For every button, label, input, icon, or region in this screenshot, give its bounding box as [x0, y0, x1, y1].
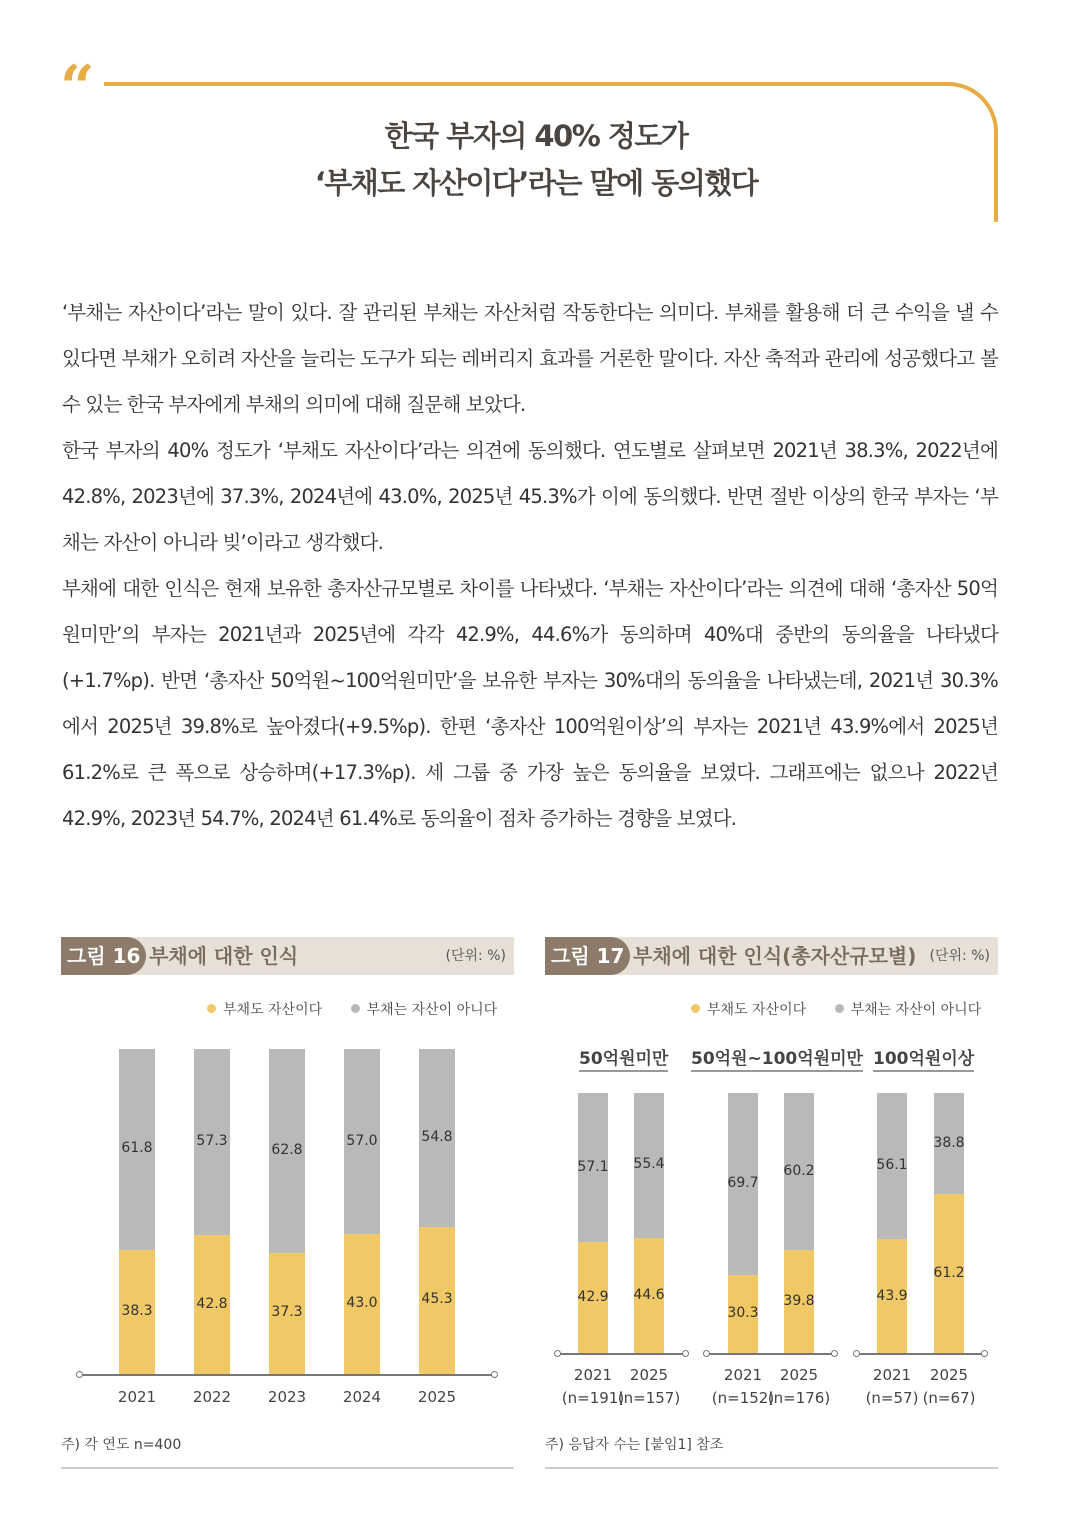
data-label-disagree: 57.3: [196, 1133, 228, 1150]
figure17-legend: [691, 999, 981, 1019]
data-label-agree: 43.9: [876, 1287, 908, 1304]
page-title-line2: ‘부채도 자산이다’라는 말에 동의했다: [314, 166, 758, 200]
divider: [545, 1467, 998, 1469]
x-tick-label: 2025: [417, 1388, 457, 1406]
data-label-agree: 39.8: [783, 1293, 815, 1310]
figure-tag: 그림 17: [545, 937, 630, 975]
axis-end: [491, 1371, 498, 1378]
legend-agree: 부채도 자산이다: [707, 1002, 807, 1018]
group-label: 50억원~100억원미만: [691, 1044, 863, 1072]
legend-disagree: 부채는 자산이 아니다: [850, 1002, 982, 1018]
x-tick-label: 2022: [192, 1388, 232, 1406]
figure-title: 부채에 대한 인식(총자산규모별): [633, 944, 917, 968]
sample-size-label: (n=176): [767, 1389, 831, 1407]
axis-end: [682, 1350, 689, 1357]
x-tick-label: 2021: [117, 1388, 157, 1406]
axis-end: [853, 1350, 860, 1357]
legend-disagree: 부채는 자산이 아니다: [366, 1002, 498, 1018]
figure17-header: [545, 937, 998, 975]
body-text: [62, 290, 998, 842]
x-tick-label: 2025: [779, 1366, 819, 1384]
data-label-agree: 37.3: [271, 1304, 303, 1321]
data-label-agree: 30.3: [727, 1305, 759, 1322]
quote-mark-icon: “: [60, 53, 95, 123]
data-label-disagree: 62.8: [271, 1141, 303, 1158]
group-label: 50억원미만: [579, 1044, 668, 1072]
figure16-header: [61, 937, 514, 975]
x-tick-label: 2021: [872, 1366, 912, 1384]
unit-label: (단위: %): [929, 948, 990, 964]
paragraph: 한국 부자의 40% 정도가 ‘부채도 자산이다’라는 의견에 동의했다. 연도별로 살펴보면 2021년 38.3%, 2022년에 42.8%, 2023년에 37.3%, 2024년에 43.0%, 2025년 45.3%가 이에 동의했다. 반면 절반 이상의 한국 부자는 ‘부채는 자산이 아니라 빚’이라고 생각했다.: [62, 439, 998, 554]
sample-size-label: (n=67): [922, 1389, 976, 1407]
sample-size-label: (n=191): [561, 1389, 625, 1407]
data-label-agree: 42.8: [196, 1295, 228, 1312]
sample-size-label: (n=157): [617, 1389, 681, 1407]
data-label-agree: 45.3: [421, 1291, 453, 1308]
sample-size-label: (n=57): [865, 1389, 919, 1407]
x-axis: [80, 1374, 495, 1376]
figure16-legend: [207, 999, 497, 1019]
sample-size-label: (n=152): [711, 1389, 775, 1407]
data-label-disagree: 55.4: [633, 1156, 665, 1173]
divider: [61, 1467, 514, 1469]
legend-agree: 부채도 자산이다: [223, 1002, 323, 1018]
data-label-disagree: 54.8: [421, 1128, 453, 1145]
data-label-agree: 44.6: [633, 1286, 665, 1303]
axis-end: [554, 1350, 561, 1357]
x-tick-label: 2023: [267, 1388, 307, 1406]
x-axis: [857, 1353, 985, 1355]
x-axis: [558, 1353, 686, 1355]
x-tick-label: 2021: [573, 1366, 613, 1384]
axis-end: [703, 1350, 710, 1357]
axis-end: [981, 1350, 988, 1357]
data-label-disagree: 38.8: [933, 1134, 965, 1151]
x-tick-label: 2021: [723, 1366, 763, 1384]
x-tick-label: 2024: [342, 1388, 382, 1406]
data-label-agree: 42.9: [577, 1289, 609, 1305]
data-label-disagree: 69.7: [727, 1174, 759, 1191]
data-label-disagree: 61.8: [121, 1140, 153, 1157]
data-label-disagree: 57.1: [577, 1158, 609, 1175]
figure-tag: 그림 16: [61, 937, 146, 975]
figure16-note: 주) 각 연도 n=400: [61, 1437, 182, 1453]
paragraph: 부채에 대한 인식은 현재 보유한 총자산규모별로 차이를 나타냈다. ‘부채는 자산이다’라는 의견에 대해 ‘총자산 50억원미만’의 부자는 2021년과 2025년에 각각 42.9%, 44.6%가 동의하며 40%대 중반의 동의율을 나타냈다(+1.7%p). 반면 ‘총자산 50억원~100억원미만’을 보유한 부자는 30%대의 동의율을 나타냈는데, 2021년 30.3%에서 2025년 39.8%로 높아졌다(+9.5%p). 한편 ‘총자산 100억원이상’의 부자는 2021년 43.9%에서 2025년 61.2%로 큰 폭으로 상승하며(+17.3%p). 세 그룹 중 가장 높은 동의율을 보였다. 그래프에는 없으나 2022년 42.9%, 2023년 54.7%, 2024년 61.4%로 동의율이 점차 증가하는 경향을 보였다.: [62, 577, 998, 830]
data-label-agree: 38.3: [121, 1302, 153, 1319]
figure-title: 부채에 대한 인식: [149, 944, 299, 968]
x-axis: [707, 1353, 835, 1355]
data-label-disagree: 60.2: [783, 1162, 815, 1179]
group-label: 100억원이상: [873, 1044, 974, 1072]
legend-dot-disagree: [351, 1004, 360, 1013]
unit-label: (단위: %): [445, 948, 506, 964]
page-title-line1: 한국 부자의 40% 정도가: [384, 119, 688, 153]
axis-end: [76, 1371, 83, 1378]
legend-dot-disagree: [835, 1004, 844, 1013]
x-tick-label: 2025: [629, 1366, 669, 1384]
data-label-agree: 61.2: [933, 1265, 965, 1282]
paragraph: ‘부채는 자산이다’라는 말이 있다. 잘 관리된 부채는 자산처럼 작동한다는 의미다. 부채를 활용해 더 큰 수익을 낼 수 있다면 부채가 오히려 자산을 늘리는 도구가 되는 레버리지 효과를 거론한 말이다. 자산 축적과 관리에 성공했다고 볼 수 있는 한국 부자에게 부채의 의미에 대해 질문해 보았다.: [62, 301, 998, 416]
x-tick-label: 2025: [929, 1366, 969, 1384]
legend-dot-agree: [691, 1004, 700, 1013]
data-label-agree: 43.0: [346, 1295, 378, 1312]
data-label-disagree: 56.1: [876, 1157, 908, 1174]
data-label-disagree: 57.0: [346, 1132, 378, 1149]
figure17-note: 주) 응답자 수는 [붙임1] 참조: [545, 1437, 724, 1453]
legend-dot-agree: [207, 1004, 216, 1013]
axis-end: [831, 1350, 838, 1357]
